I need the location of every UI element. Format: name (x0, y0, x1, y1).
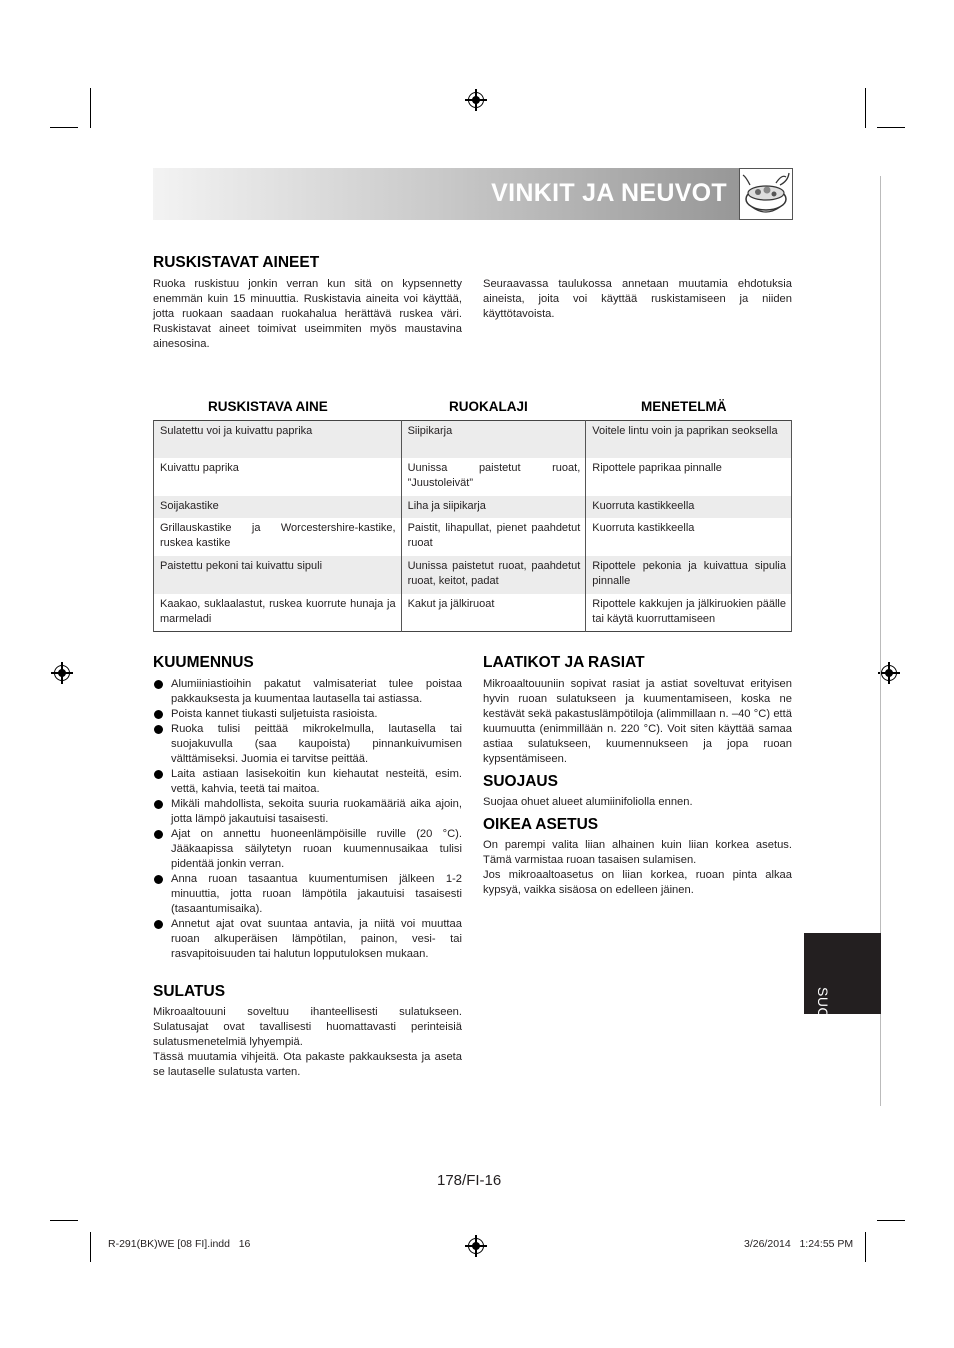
list-item: Ajat on annettu huoneenlämpöisille ruville (20 °C). Jääkaapissa säilytetyn ruoan kuumennusaikaa tulisi pidentää jonkin verran. (153, 827, 462, 872)
footer-date: 3/26/2014 1:24:55 PM (744, 1238, 854, 1250)
table-header-ruokalaji: RUOKALAJI (449, 399, 528, 414)
table-cell: Voitele lintu voin ja paprikan seoksella (586, 421, 792, 458)
registration-mark-icon (54, 665, 70, 681)
table-cell: Kakut ja jälkiruoat (401, 594, 586, 632)
table-cell: Kuorruta kastikkeella (586, 496, 792, 518)
footer-file-info: R-291(BK)WE [08 FI].indd 16 (108, 1238, 251, 1250)
kuumennus-list (153, 677, 462, 962)
table-cell: Uunissa paistetut ruoat, paahdetut ruoat, keitot, padat (401, 556, 586, 594)
crop-mark (90, 1232, 91, 1262)
table-cell: Sulatettu voi ja kuivattu paprika (154, 421, 402, 458)
section-heading-ruskistavat: RUSKISTAVAT AINEET (153, 254, 320, 271)
table-cell: Paistit, lihapullat, pienet paahdetut ruoat (401, 518, 586, 556)
section-heading-laatikot: LAATIKOT JA RASIAT (483, 654, 645, 671)
table-row (154, 556, 792, 594)
section-heading-oikea-asetus: OIKEA ASETUS (483, 816, 599, 833)
sulatus-text-1: Mikroaaltouuni soveltuu ihanteellisesti sulatukseen. Sulatusajat ovat tavallisesti huomattavasti perinteisiä sulatusmenetelmiä lyhyempiä. (153, 1006, 462, 1048)
table-cell: Ripottele paprikaa pinnalle (586, 458, 792, 496)
registration-mark-icon (468, 92, 484, 108)
oikea-text-2: Jos mikroaaltoasetus on liian korkea, ruoan pinta alkaa kypsyä, vaikka sisäosa on edelleen jäinen. (483, 869, 792, 896)
table-row (154, 421, 792, 458)
page-title: VINKIT JA NEUVOT (491, 179, 727, 207)
bowl-of-food-icon (739, 168, 793, 220)
list-item: Laita astiaan lasisekoitin kun kiehautat nesteitä, esim. vettä, kahvia, teetä tai maitoa. (153, 767, 462, 797)
table-header-aine: RUSKISTAVA AINE (208, 399, 328, 414)
table-row (154, 496, 792, 518)
list-item: Annetut ajat ovat suuntaa antavia, ja niitä voi muuttaa ruoan alkuperäisen lämpötilan, painon, vesi- tai rasvapitoisuuden tai halutun lopputuloksen mukaan. (153, 917, 462, 962)
oikea-text-1: On parempi valita liian alhainen kuin liian korkea asetus. Tämä varmistaa ruoan tasaisen sulamisen. (483, 839, 792, 866)
table-cell: Kuivattu paprika (154, 458, 402, 496)
table-row (154, 458, 792, 496)
crop-mark (50, 127, 78, 128)
language-tab-label: SUOMI (815, 987, 831, 1036)
crop-mark (865, 88, 866, 128)
list-item: Anna ruoan tasaantua kuumentumisen jälkeen 1-2 minuuttia, jotta ruoan lämpötila jakautuisi tasaisesti (tasaantumisaika). (153, 872, 462, 917)
crop-mark (90, 88, 91, 128)
table-header-menetelma: MENETELMÄ (641, 399, 727, 414)
crop-mark (877, 127, 905, 128)
table-row (154, 518, 792, 556)
section-heading-suojaus: SUOJAUS (483, 773, 558, 790)
crop-mark (865, 1232, 866, 1262)
table-cell: Ripottele pekonia ja kuivattua sipulia pinnalle (586, 556, 792, 594)
language-tab (804, 933, 881, 1036)
list-item: Ruoka tulisi peittää mikrokelmulla, lautasella tai suojakuvulla (saa kaupoista) pinnankuivumisen välttämiseksi. Juomia ei tarvitse peittää. (153, 722, 462, 767)
section-heading-kuumennus: KUUMENNUS (153, 654, 254, 671)
section-heading-sulatus: SULATUS (153, 983, 226, 1000)
sulatus-text-2: Tässä muutamia vihjeitä. Ota pakaste pakkauksesta ja aseta se lautaselle sulatusta varten. (153, 1051, 462, 1078)
ruskistavat-intro-right: Seuraavassa taulukossa annetaan muutamia ehdotuksia aineista, joita voi käyttää ruskistamiseen ja niiden käyttötavoista. (483, 278, 792, 320)
table-cell: Paistettu pekoni tai kuivattu sipuli (154, 556, 402, 594)
table-row (154, 594, 792, 632)
table-cell: Kaakao, suklaalastut, ruskea kuorrute hunaja ja marmeladi (154, 594, 402, 632)
list-item: Alumiiniastioihin pakatut valmisateriat tulee poistaa pakkauksesta ja kuumentaa lautasella tai astiassa. (153, 677, 462, 707)
suojaus-text: Suojaa ohuet alueet alumiinifoliolla ennen. (483, 796, 693, 808)
section-banner (153, 168, 793, 220)
page-number: 178/FI-16 (437, 1172, 502, 1189)
table-cell: Grillauskastike ja Worcestershire-kastike, ruskea kastike (154, 518, 402, 556)
table-cell: Ripottele kakkujen ja jälkiruokien päälle tai käytä kuorruttamiseen (586, 594, 792, 632)
crop-mark (877, 1220, 905, 1221)
table-cell: Soijakastike (154, 496, 402, 518)
table-cell: Uunissa paistetut ruoat, ”Juustoleivät” (401, 458, 586, 496)
registration-mark-icon (468, 1238, 484, 1254)
registration-mark-icon (881, 665, 897, 681)
crop-mark (50, 1220, 78, 1221)
table-cell: Kuorruta kastikkeella (586, 518, 792, 556)
list-item: Mikäli mahdollista, sekoita suuria ruokamääriä aika ajoin, jotta lämpö jakautuisi tasaisesti. (153, 797, 462, 827)
list-item: Poista kannet tiukasti suljetuista rasioista. (153, 707, 462, 722)
table-cell: Siipikarja (401, 421, 586, 458)
ruskistavat-intro-left: Ruoka ruskistuu jonkin verran kun sitä on kypsennetty enemmän kuin 15 minuuttia. Ruskistavia aineita voi käyttää, jotta ruokaan saadaan ruokahalua herättävä ruskea väri. Ruskistavat aineet toimivat useimmiten myös maustavina ainesosina. (153, 278, 462, 350)
table-cell: Liha ja siipikarja (401, 496, 586, 518)
laatikot-text: Mikroaaltouuniin sopivat rasiat ja astiat soveltuvat erityisen hyvin ruoan sulatukseen ja kuumentamiseen, koska ne kestävät sekä pakastuslämpötiloja (alimmillaan n. –40 °C) että kuumuutta (enimmillään n. 220 °C). Voit siten käyttää samaa astiaa sulatukseen, kuumennukseen ja jopa ruoan kypsentämiseen. (483, 678, 792, 765)
browning-table (153, 420, 792, 632)
